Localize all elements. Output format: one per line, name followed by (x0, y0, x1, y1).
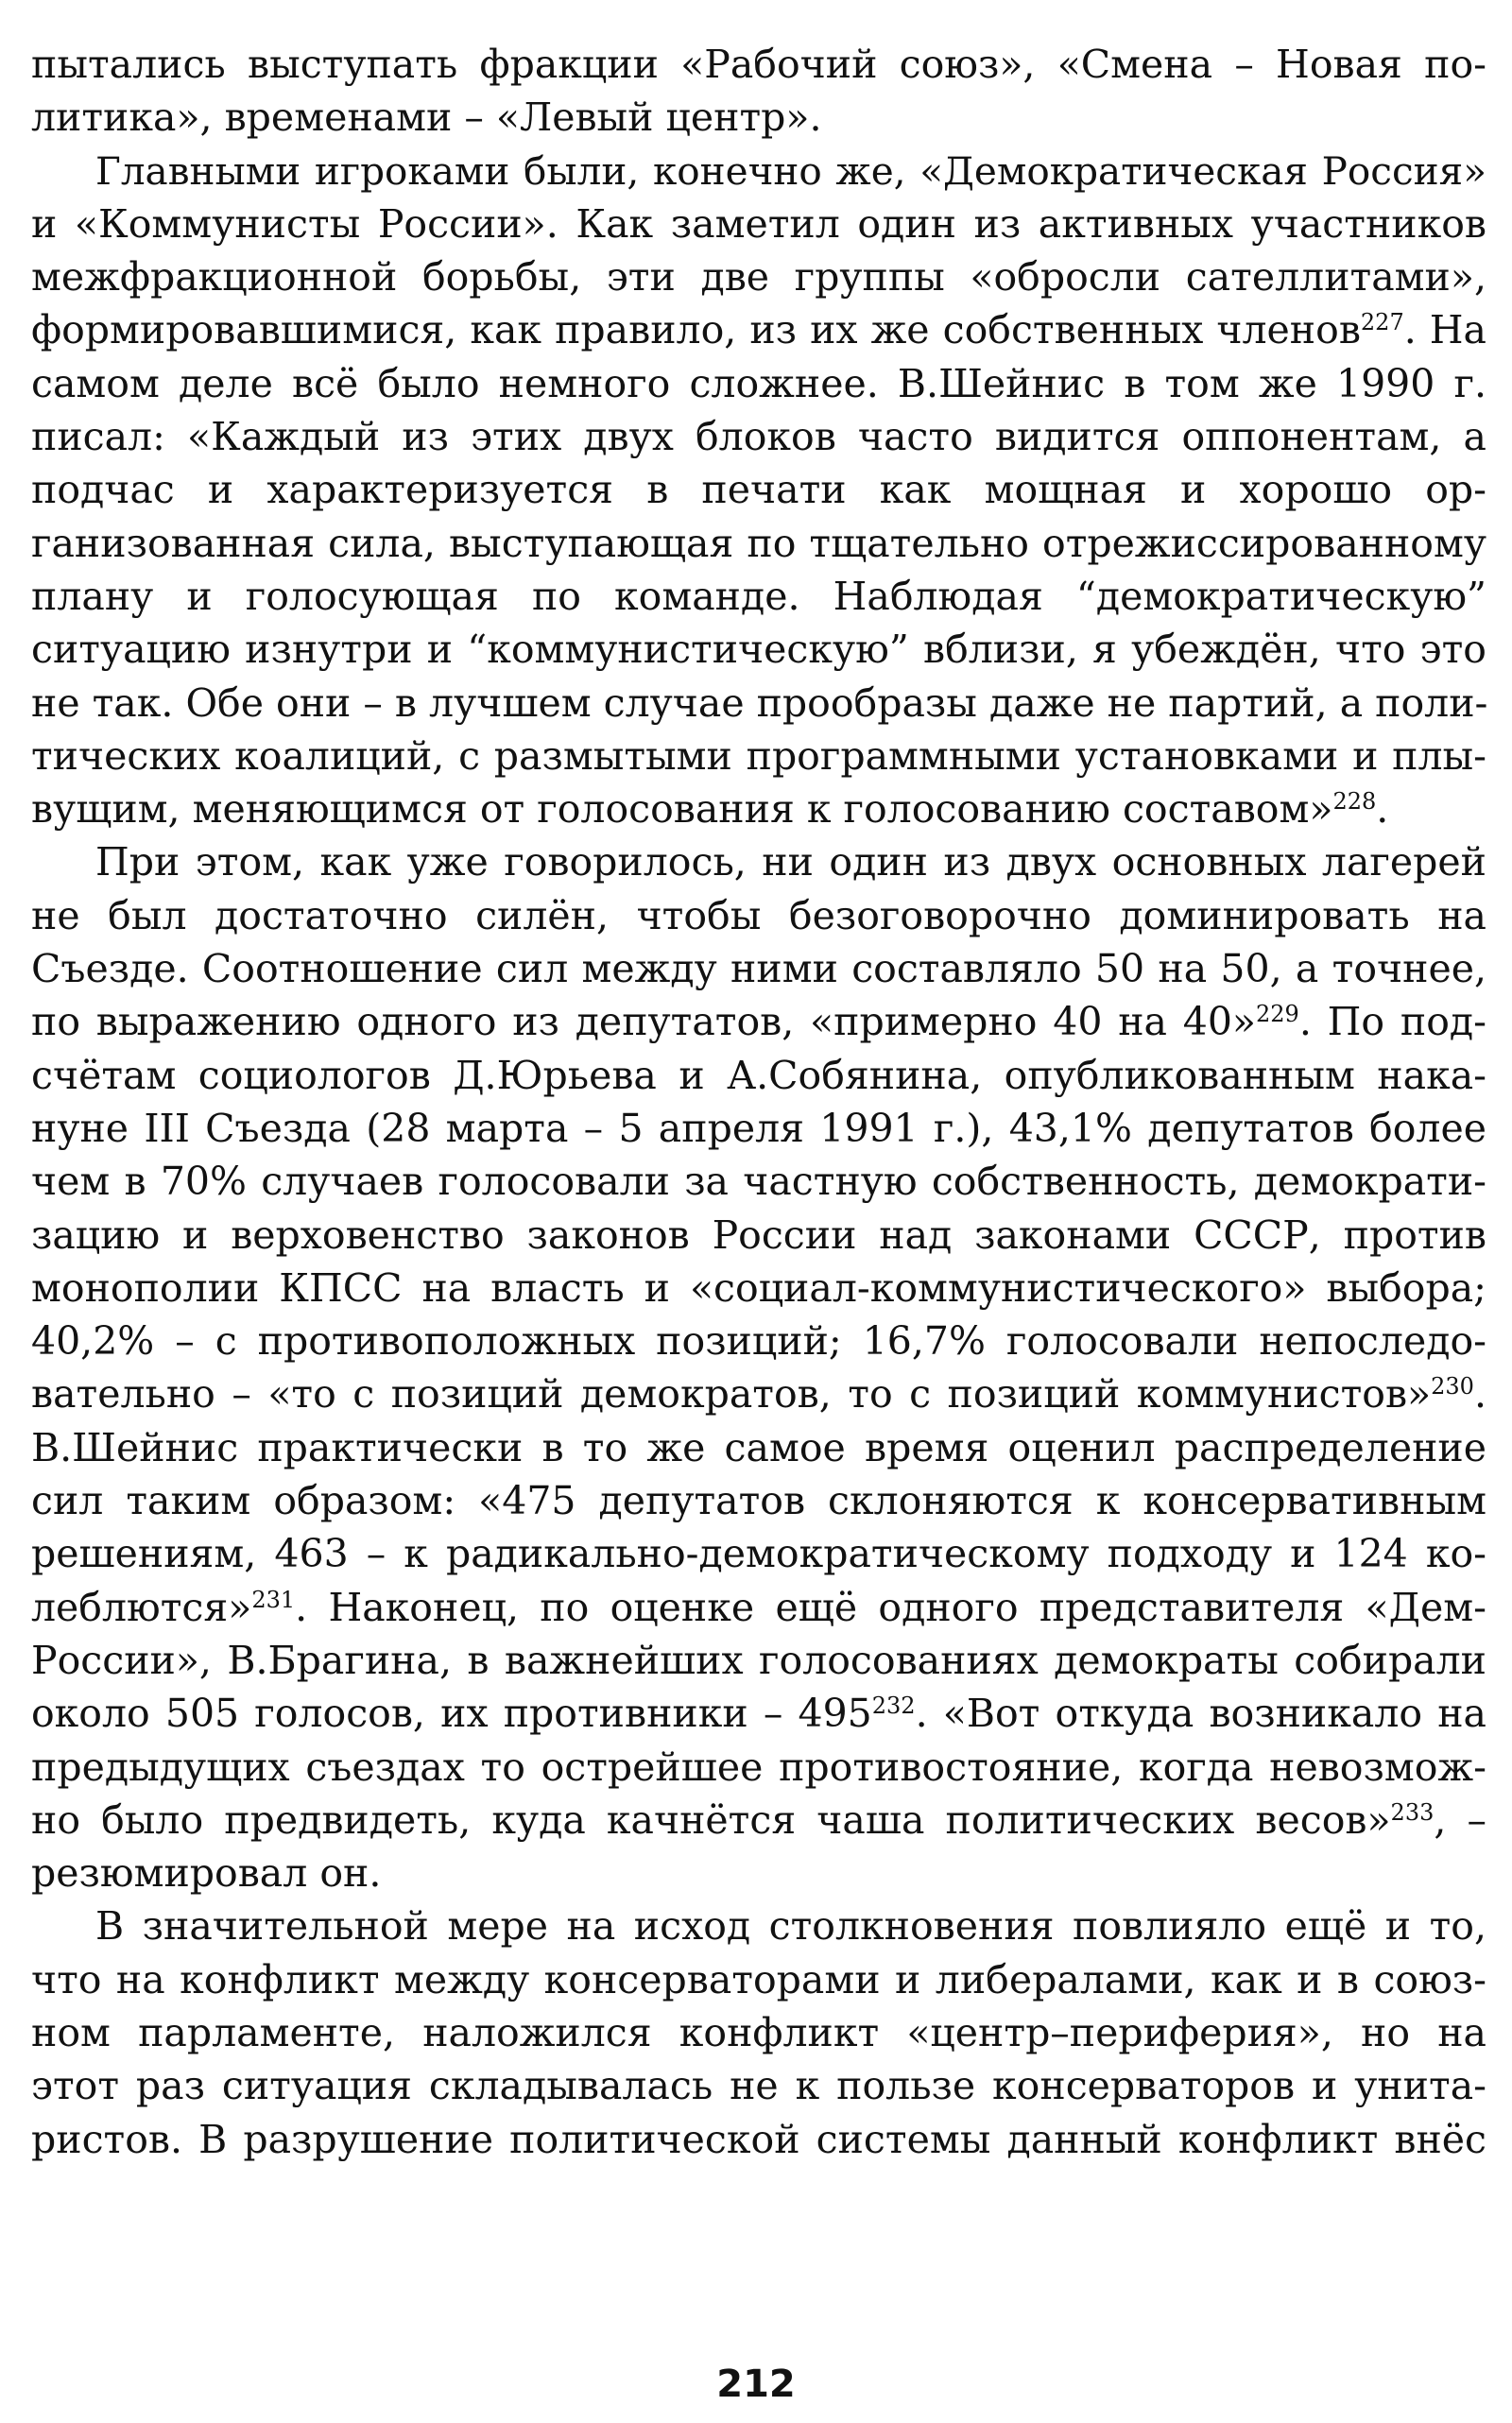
line-text: ситуацию изнутри и “коммунистическую” вблизи, я убеждён, что это (31, 627, 1486, 673)
footnote-marker: 233 (1390, 1798, 1435, 1826)
text-line (31, 570, 1486, 623)
text-line (31, 889, 1486, 942)
line-text-after-note: . На (1403, 307, 1487, 353)
line-text: 40,2% – с противоположных позиций; 16,7% голосовали непоследо- (31, 1318, 1486, 1365)
line-text: Съезде. Соотношение сил между ними составляло 50 на 50, а точнее, (31, 946, 1486, 992)
paragraph (31, 1899, 1486, 2165)
line-text-after-note: . По под- (1298, 999, 1486, 1045)
line-text: счётам социологов Д.Юрьева и А.Собянина, опубликованным нака- (31, 1052, 1486, 1098)
text-line (31, 38, 1486, 91)
footnote-marker: 231 (251, 1586, 296, 1613)
line-text: но было предвидеть, куда качнётся чаша политических весов» (31, 1796, 1391, 1843)
text-line (31, 463, 1486, 516)
line-text: плану и голосующая по команде. Наблюдая “демократическую” (31, 573, 1486, 619)
text-line (31, 410, 1486, 463)
text-line (31, 1474, 1486, 1527)
line-text: монополии КПСС на власть и «социал-коммунистического» выбора; (31, 1264, 1486, 1311)
line-text: самом деле всё было немного сложнее. В.Шейнис в том же 1990 г. (31, 360, 1486, 406)
line-text: России», В.Брагина, в важнейших голосованиях демократы собирали (31, 1637, 1486, 1683)
text-line (31, 1315, 1486, 1367)
line-text: не так. Обе они – в лучшем случае прообразы даже не партий, а поли- (31, 679, 1488, 726)
line-text: межфракционной борьбы, эти две группы «обросли сателлитами», (31, 254, 1486, 301)
line-text: и «Коммунисты России». Как заметил один из активных участников (31, 200, 1486, 247)
line-text: около 505 голосов, их противники – 495 (31, 1691, 872, 1737)
text-line (31, 1794, 1486, 1847)
line-text: При этом, как уже говорилось, ни один из двух основных лагерей (95, 839, 1486, 885)
footnote-marker: 232 (871, 1693, 916, 1720)
text-line (31, 517, 1486, 570)
text-line (31, 1953, 1486, 2006)
line-text: чем в 70% случаев голосовали за частную собственность, демократи- (31, 1159, 1486, 1205)
paragraph (31, 145, 1486, 836)
text-line (31, 1899, 1486, 1952)
line-text: сил таким образом: «475 депутатов склоняются к консервативным (31, 1478, 1486, 1524)
text-line (31, 250, 1486, 303)
text-line (31, 1421, 1486, 1474)
text-line (31, 730, 1486, 782)
line-text-after-note: . «Вот откуда возникало на (915, 1691, 1486, 1737)
line-text: писал: «Каждый из этих двух блоков часто видится оппонентам, а (31, 414, 1486, 460)
footnote-marker: 230 (1431, 1373, 1474, 1401)
text-line (31, 357, 1486, 410)
text-line (31, 1527, 1486, 1580)
text-line (31, 2059, 1486, 2112)
footnote-marker: 227 (1360, 309, 1404, 336)
paragraph (31, 835, 1486, 1899)
line-text-after-note: . (1473, 1371, 1486, 1418)
page-body (31, 38, 1486, 2166)
line-text: предыдущих съездах то острейшее противостояние, когда невозмож- (31, 1744, 1486, 1790)
text-line (31, 198, 1486, 250)
text-line (31, 1209, 1486, 1262)
line-text: леблются» (31, 1584, 252, 1630)
line-text-after-note: . (1376, 786, 1389, 833)
line-text: ристов. В разрушение политической системы данный конфликт внёс (31, 2116, 1486, 2162)
line-text: не был достаточно силён, чтобы безоговорочно доминировать на (31, 892, 1486, 938)
line-text: по выражению одного из депутатов, «примерно 40 на 40» (31, 999, 1257, 1045)
text-line (31, 1687, 1486, 1740)
text-line (31, 835, 1486, 888)
line-text: решениям, 463 – к радикально-демократическому подходу и 124 ко- (31, 1531, 1486, 1577)
text-line (31, 1367, 1486, 1420)
line-text: В.Шейнис практически в то же самое время оценил распределение (31, 1424, 1486, 1470)
text-line (31, 145, 1486, 198)
line-text: ном парламенте, наложился конфликт «центр–периферия», но на (31, 2009, 1486, 2055)
line-text: В значительной мере на исход столкновения повлияло ещё и то, (95, 1903, 1486, 1950)
text-line (31, 2006, 1486, 2059)
text-line (31, 782, 1486, 835)
line-text: формировавшимися, как правило, из их же собственных членов (31, 307, 1361, 353)
footnote-marker: 229 (1256, 1001, 1299, 1028)
text-line (31, 1155, 1486, 1208)
text-line (31, 1049, 1486, 1102)
paragraph (31, 38, 1486, 145)
text-line (31, 1634, 1486, 1687)
text-line (31, 2113, 1486, 2166)
text-line (31, 1847, 1486, 1899)
line-text: что на конфликт между консерваторами и либералами, как и в союз- (31, 1956, 1486, 2002)
line-text: резюмировал он. (31, 1850, 382, 1897)
text-line (31, 995, 1486, 1048)
line-text: вущим, меняющимся от голосования к голосованию составом» (31, 786, 1333, 833)
line-text: Главными игроками были, конечно же, «Демократическая Россия» (95, 147, 1486, 194)
text-line (31, 1262, 1486, 1315)
line-text: литика», временами – «Левый центр». (31, 95, 822, 141)
text-line (31, 91, 1486, 144)
text-line (31, 303, 1486, 356)
text-line (31, 677, 1486, 730)
text-line (31, 942, 1486, 995)
line-text-after-note: , – (1434, 1796, 1486, 1843)
line-text: вательно – «то с позиций демократов, то с позиций коммунистов» (31, 1371, 1432, 1418)
line-text: нуне III Съезда (28 марта – 5 апреля 1991 г.), 43,1% депутатов более (31, 1105, 1486, 1151)
text-line (31, 1102, 1486, 1155)
line-text: ганизованная сила, выступающая по тщательно отрежиссированному (31, 520, 1486, 566)
page-number: 212 (716, 2363, 796, 2406)
line-text: этот раз ситуация складывалась не к пользе консерваторов и унита- (31, 2063, 1486, 2109)
text-line (31, 623, 1486, 676)
footnote-marker: 228 (1332, 788, 1377, 816)
line-text: тических коалиций, с размытыми программными установками и плы- (31, 732, 1486, 779)
line-text-after-note: . Наконец, по оценке ещё одного представителя «Дем- (295, 1584, 1486, 1630)
text-line (31, 1741, 1486, 1794)
line-text: пытались выступать фракции «Рабочий союз», «Смена – Новая по- (31, 42, 1486, 87)
line-text: подчас и характеризуется в печати как мощная и хорошо ор- (31, 467, 1486, 513)
line-text: зацию и верховенство законов России над законами СССР, против (31, 1212, 1486, 1258)
text-line (31, 1581, 1486, 1634)
